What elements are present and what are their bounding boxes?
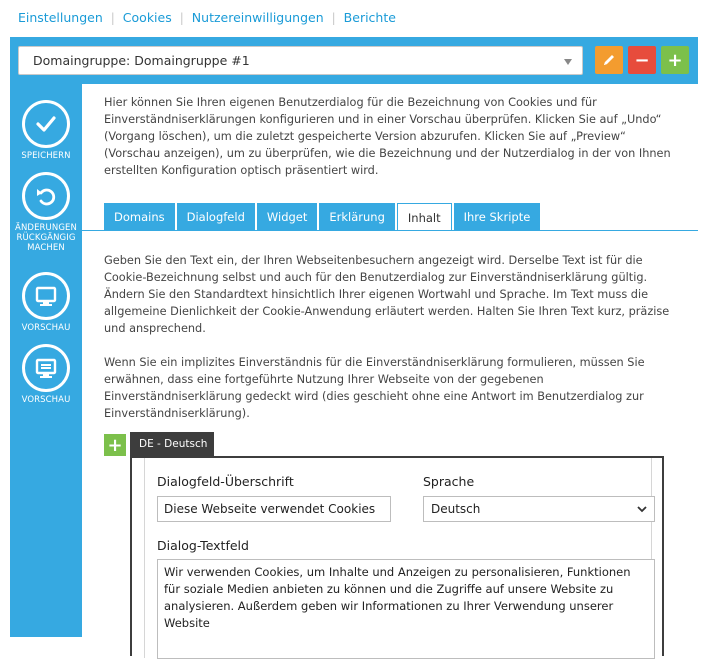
intro-text: Hier können Sie Ihren eigenen Benutzerdialog für die Bezeichnung von Cookies und für Einverständniserklärungen konfigurieren und in einer Vorschau überprüfen. Klicken Sie auf „Undo“ (Vorgang löschen), um die zuletzt gespeicherte Version abzurufen. Klicken Sie auf „Preview“ (Vorschau anzeigen), um zu überprüfen, wie die Bezeichnung und der Nutzerdialog in der von Ihnen erstellten Konfiguration optisch präsentiert wird. [104,96,671,177]
tab-dialogfeld[interactable]: Dialogfeld [177,203,255,231]
heading-field-label: Dialogfeld-Überschrift [157,474,294,489]
language-field-label: Sprache [423,474,475,489]
nav-separator: | [110,10,115,25]
language-panel [130,456,664,656]
content-panel [82,84,698,644]
top-navigation [18,10,396,25]
preview-button[interactable] [10,272,82,333]
preview-dialog-button[interactable] [10,344,82,405]
monitor-dialog-icon [22,344,70,392]
pencil-icon [602,53,616,67]
tab-divider [82,230,698,231]
chevron-down-icon [636,503,648,515]
language-select[interactable] [423,496,655,522]
checkmark-icon [22,100,70,148]
main-frame [10,37,698,637]
preview-label: VORSCHAU [21,323,71,333]
tab-inhalt[interactable]: Inhalt [397,203,452,231]
nav-separator: | [331,10,336,25]
preview-dialog-label: VORSCHAU [21,395,71,405]
tab-domains[interactable]: Domains [104,203,175,231]
domain-group-value: Domaingruppe: Domaingruppe #1 [33,53,250,68]
caret-down-icon [564,59,572,65]
save-button[interactable] [10,100,82,161]
tab-erklaerung[interactable]: Erklärung [319,203,395,231]
undo-label: ÄNDERUNGEN RÜCKGÄNGIG MACHEN [15,223,77,253]
nav-link-einstellungen[interactable]: Einstellungen [18,10,103,25]
undo-icon [22,172,70,220]
add-domain-group-button[interactable]: + [661,46,689,74]
language-tab-de[interactable]: DE - Deutsch [130,432,214,456]
save-label: SPEICHERN [21,151,71,161]
nav-link-berichte[interactable]: Berichte [343,10,396,25]
nav-link-cookies[interactable]: Cookies [122,10,172,25]
undo-button[interactable] [10,172,82,253]
textfield-label: Dialog-Textfeld [157,538,249,553]
language-form [144,458,652,658]
domain-group-select[interactable] [18,46,583,75]
dialog-textfield[interactable]: Wir verwenden Cookies, um Inhalte und Anzeigen zu personalisieren, Funktionen für soziale Medien anbieten zu können und die Zugriffe auf unsere Website zu analysieren. Außerdem geben wir Informationen zu Ihrer Verwendung unserer Website [157,559,655,659]
language-select-value: Deutsch [431,502,481,516]
delete-domain-group-button[interactable]: − [628,46,656,74]
tab-bar [104,203,542,231]
content-paragraph: Geben Sie den Text ein, der Ihren Webseitenbesuchern angezeigt wird. Derselbe Text ist für die Cookie-Bezeichnung selbst und auch für den Benutzerdialog zur Einverständniserklärung gültig. Ändern Sie den Standardtext hinsichtlich Ihrer eigenen Wortwahl und Sprache. Im Text muss die allgemeine Dienlichkeit der Cookie-Anwendung erläutert werden. Halten Sie Ihren Text kurz, präzise und ansprechend. [104,254,670,335]
monitor-icon [22,272,70,320]
tab-widget[interactable]: Widget [257,203,318,231]
add-language-button[interactable]: + [104,434,126,456]
nav-separator: | [179,10,184,25]
nav-link-nutzereinwilligungen[interactable]: Nutzereinwilligungen [191,10,324,25]
heading-input[interactable]: Diese Webseite verwendet Cookies [157,496,391,522]
edit-domain-group-button[interactable] [595,46,623,74]
tab-ihre-skripte[interactable]: Ihre Skripte [454,203,541,231]
content-paragraph: Wenn Sie ein implizites Einverständnis für die Einverständniserklärung formulieren, müssen Sie erwähnen, dass eine fortgeführte Nutzung Ihrer Webseite von der gegebenen Einverständniserklärung gedeckt wird (dies geschieht ohne eine Antwort im Benutzerdialog zur Einverständniserklärung). [104,356,645,420]
